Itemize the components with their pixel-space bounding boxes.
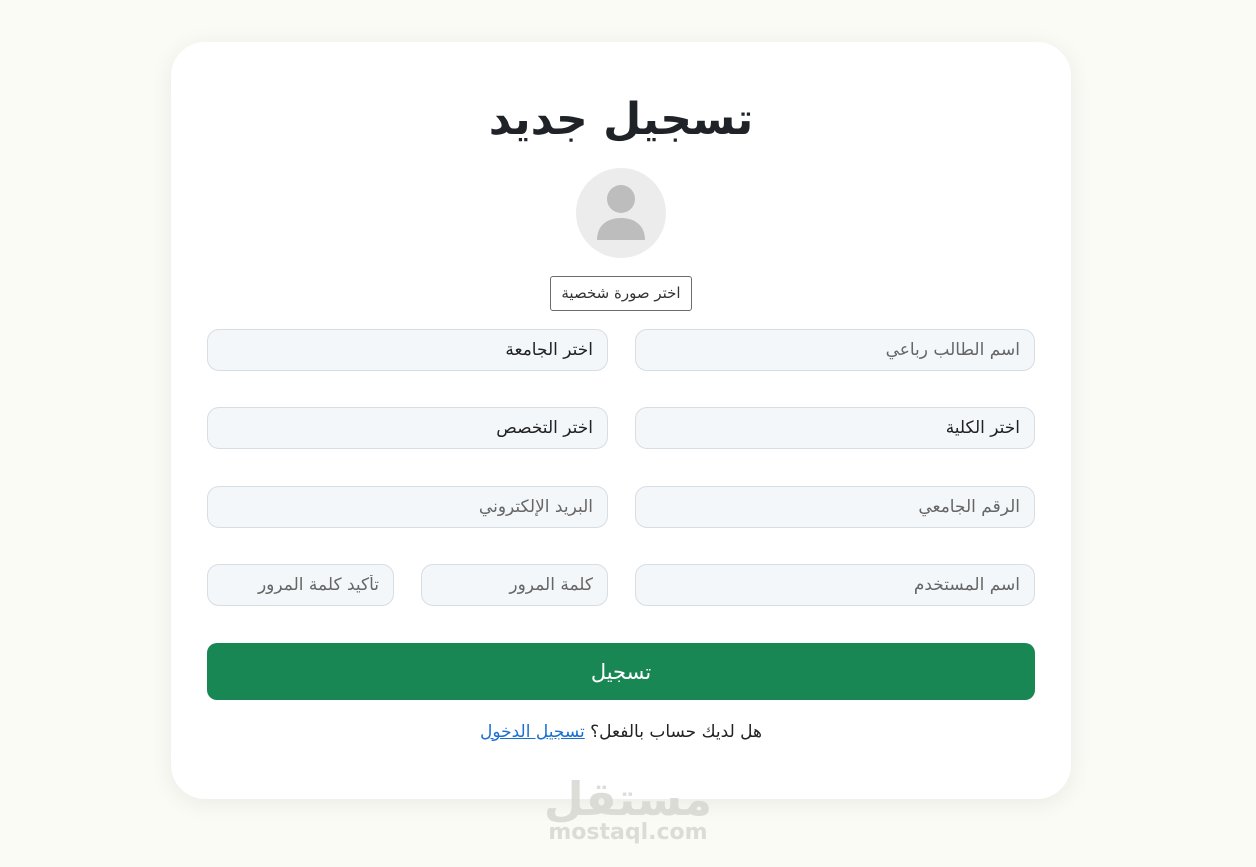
college-select[interactable]: اختر الكلية <box>635 407 1035 449</box>
registration-card <box>171 42 1071 799</box>
username-input[interactable] <box>635 564 1035 606</box>
password-input[interactable] <box>421 564 608 606</box>
login-prompt-line <box>171 720 1071 744</box>
user-silhouette-icon <box>576 168 666 258</box>
register-button[interactable]: تسجيل <box>207 643 1035 700</box>
email-input[interactable] <box>207 486 608 528</box>
watermark-arabic: مستقل <box>543 772 713 826</box>
student-id-input[interactable] <box>635 486 1035 528</box>
page-title: تسجيل جديد <box>488 94 754 145</box>
login-link[interactable]: تسجيل الدخول <box>479 722 585 742</box>
watermark-logo <box>540 770 716 844</box>
watermark-latin: mostaql.com <box>548 820 708 845</box>
avatar <box>576 168 666 258</box>
login-prompt-text: هل لديك حساب بالفعل؟ <box>590 722 762 742</box>
major-select[interactable]: اختر التخصص <box>207 407 608 449</box>
student-name-input[interactable] <box>635 329 1035 371</box>
confirm-password-input[interactable] <box>207 564 394 606</box>
university-select[interactable]: اختر الجامعة <box>207 329 608 371</box>
choose-photo-button[interactable]: اختر صورة شخصية <box>550 276 692 311</box>
